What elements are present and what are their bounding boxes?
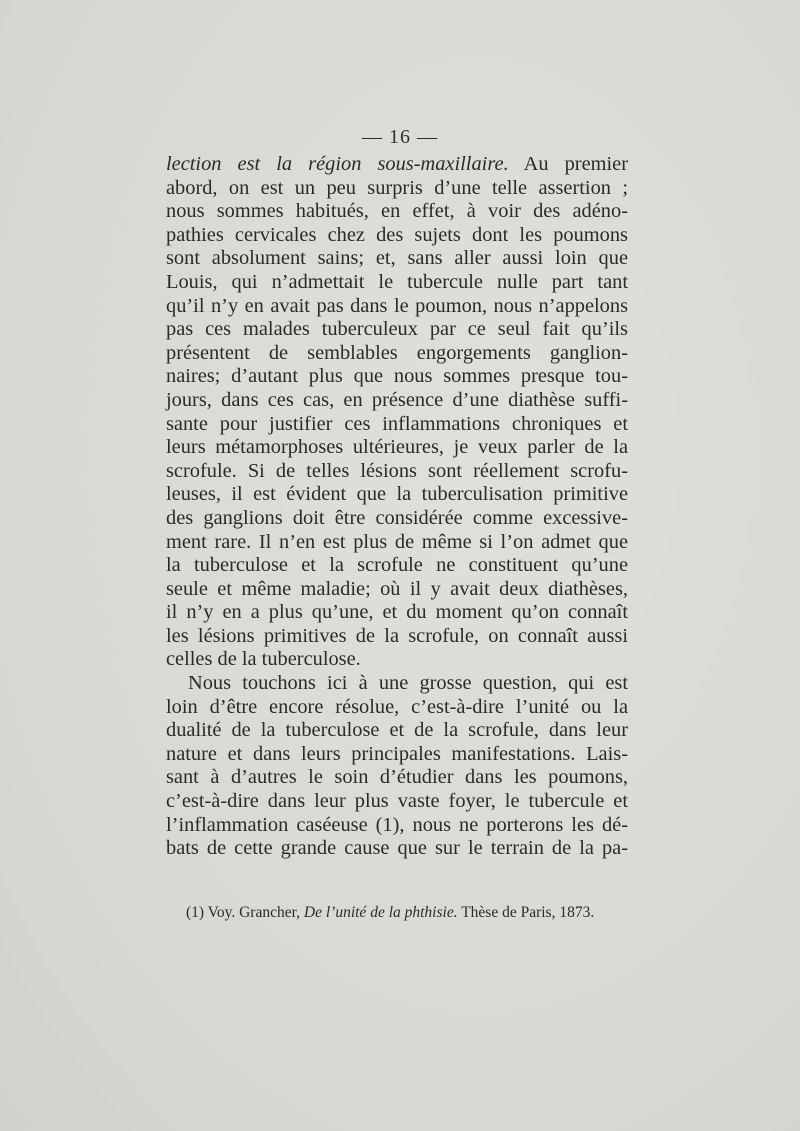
text-line: leuses, il est évident que la tuberculisation primitive [166,483,628,506]
text-line: Nous touchons ici à une grosse question, qui est [188,672,628,695]
text-line: qu’il n’y en avait pas dans le poumon, nous n’appelons [166,294,628,317]
text-line: nous sommes habitués, en effet, à voir des adéno- [166,200,628,223]
text-line: nature et dans leurs principales manifestations. Lais- [166,742,628,765]
text-line: Louis, qui n’admettait le tubercule nulle part tant [166,270,628,293]
italic-phrase: lection est la région sous-maxillaire. [166,153,509,175]
footnote-prefix: (1) Voy. Grancher, [186,904,304,921]
text-line: pathies cervicales chez des sujets dont les poumons [166,223,628,246]
text-line: il n’y en a plus qu’une, et du moment qu’on connaît [166,601,628,624]
text-line: la tuberculose et la scrofule ne constituent qu’une [166,554,628,577]
text-line: présentent de semblables engorgements ganglion- [166,341,628,364]
text-line: les lésions primitives de la scrofule, on connaît aussi [166,624,628,647]
text-line: l’inflammation caséeuse (1), nous ne porterons les dé- [166,813,628,836]
text-line: celles de la tuberculose. [166,648,361,671]
text-line: scrofule. Si de telles lésions sont réellement scrofu- [166,459,628,482]
text-line: bats de cette grande cause que sur le terrain de la pa- [166,837,628,860]
text-line: ment rare. Il n’en est plus de même si l’on admet que [166,530,628,553]
text-line: pas ces malades tuberculeux par ce seul fait qu’ils [166,318,628,341]
text-line: seule et même maladie; où il y avait deux diathèses, [166,577,628,600]
text-line: dualité de la tuberculose et de la scrofule, dans leur [166,719,628,742]
text-line: des ganglions doit être considérée comme excessive- [166,506,628,529]
text-line: c’est-à-dire dans leur plus vaste foyer, le tubercule et [166,790,628,813]
line-rest: Au premier [508,153,628,175]
body-text [166,153,628,861]
text-line: abord, on est un peu surpris d’une telle assertion ; [166,176,628,199]
text-line: sante pour justifier ces inflammations chroniques et [166,412,628,435]
text-line [166,153,628,177]
footnote-suffix: Thèse de Paris, 1873. [457,904,595,921]
footnote [186,904,626,922]
text-line: naires; d’autant plus que nous sommes presque tou- [166,365,628,388]
text-line: loin d’être encore résolue, c’est-à-dire l’unité ou la [166,695,628,718]
footnote-title: De l’unité de la phthisie. [303,904,458,921]
text-line: sant à d’autres le soin d’étudier dans les poumons, [166,766,628,789]
text-line: leurs métamorphoses ultérieures, je veux parler de la [166,436,628,459]
page-number: — 16 — [362,126,438,148]
text-line: jours, dans ces cas, en présence d’une diathèse suffi- [166,388,628,411]
text-line: sont absolument sains; et, sans aller aussi loin que [166,247,628,270]
paragraph-2 [166,672,628,861]
paragraph-1 [166,153,628,672]
